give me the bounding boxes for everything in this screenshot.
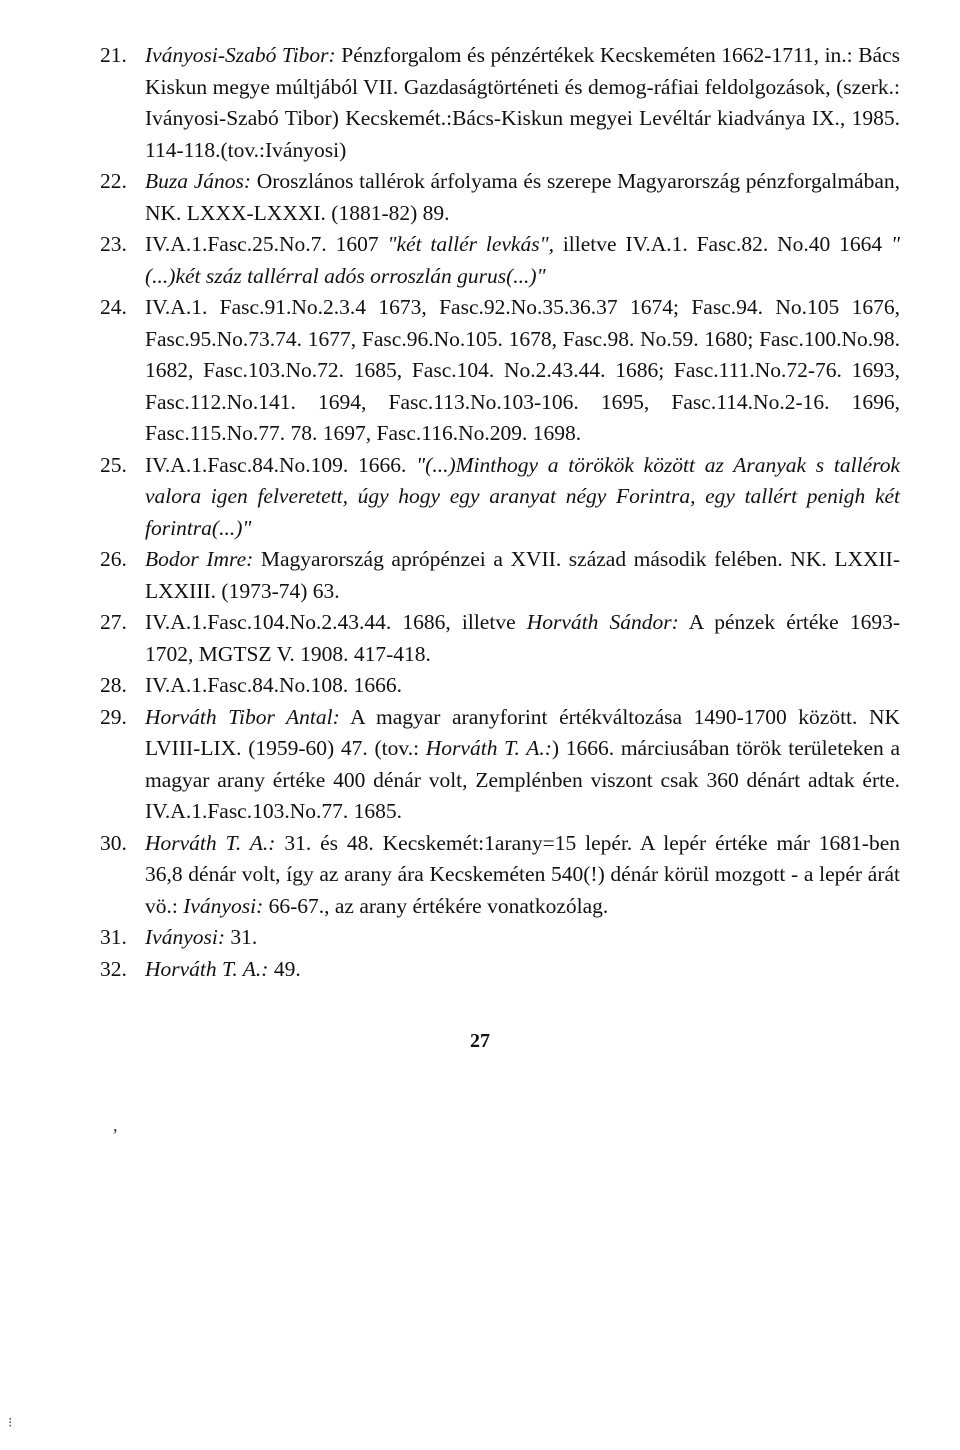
footnote-item <box>100 166 900 229</box>
footnote-text <box>145 828 900 923</box>
footnote-italic-segment: "két tallér levkás", <box>387 232 554 256</box>
footnote-italic-segment: Buza János: <box>145 169 252 193</box>
footnote-item <box>100 40 900 166</box>
footnote-italic-segment: Bodor Imre: <box>145 547 254 571</box>
footnote-item <box>100 828 900 923</box>
footnote-italic-segment: Horváth T. A.: <box>425 736 552 760</box>
footnote-italic-segment: Horváth Tibor Antal: <box>145 704 340 729</box>
footnote-number: 26. <box>100 547 127 571</box>
footnote-number: 32. <box>100 956 127 981</box>
corner-mark: ⁝ <box>8 1416 13 1431</box>
footnote-text-segment: Magyarország aprópénzei a XVII. század második felében. NK. LXXII-LXXIII. (1973-74) 63. <box>145 547 900 603</box>
footnote-text <box>145 670 900 702</box>
footnote-number: 25. <box>100 452 127 477</box>
footnote-number: 30. <box>100 830 127 855</box>
footnote-text-segment: A pénzek értéke 1693-1702, MGTSZ V. 1908. 417-418. <box>145 610 900 666</box>
footnote-number: 29. <box>100 704 127 729</box>
footnote-text-segment: Oroszlános tallérok árfolyama és szerepe Magyarország pénzforgalmában, NK. LXXX-LXXXI. (1881-82) 89. <box>145 169 900 225</box>
footnote-text-segment: 31. <box>225 925 258 949</box>
footnote-item <box>100 229 900 292</box>
footnote-text <box>145 292 900 450</box>
footnote-item <box>100 954 900 986</box>
footnote-item <box>100 702 900 828</box>
footnote-text-segment: IV.A.1.Fasc.104.No.2.43.44. 1686, illetve <box>145 610 527 634</box>
footnote-item <box>100 607 900 670</box>
footnote-text <box>145 166 900 229</box>
footnote-text-segment: ) 1666. márciusában török területeken a magyar arany értéke 400 dénár volt, Zemplénben viszont csak 360 dénárt adtak érte. IV.A.1.Fasc.103.No.77. 1685. <box>145 736 900 823</box>
footnote-text <box>145 954 900 986</box>
footnote-italic-segment: "(...)Minthogy a törökök között az Aranyak s tallérok valora igen felveretett, úgy hogy egy aranyat négy Forintra, egy tallért penigh két forintra(...)" <box>145 452 900 540</box>
footnote-text <box>145 607 900 670</box>
footnote-italic-segment: Horváth T. A.: <box>145 956 269 981</box>
footnote-text-segment: IV.A.1. Fasc.91.No.2.3.4 1673, Fasc.92.No.35.36.37 1674; Fasc.94. No.105 1676, Fasc.95.No.73.74. 1677, Fasc.96.No.105. 1678, Fasc.98. No.59. 1680; Fasc.100.No.98. 1682, Fasc.103.No.72. 1685, Fasc.104. No.2.43.44. 1686; Fasc.111.No.72-76. 1693, Fasc.112.No.141. 1694, Fasc.113.No.103-106. 1695, Fasc.114.No.2-16. 1696, Fasc.115.No.77. 78. 1697, Fasc.116.No.209. 1698. <box>145 295 900 445</box>
footnote-number: 27. <box>100 610 127 634</box>
footnote-list <box>100 40 900 985</box>
footnote-item <box>100 544 900 607</box>
footnote-italic-segment: Iványosi: <box>145 925 225 949</box>
footnote-text <box>145 229 900 292</box>
footnote-number: 31. <box>100 925 127 949</box>
footnote-item <box>100 670 900 702</box>
footnote-italic-segment: "(...)két száz tallérral adós orroszlán gurus(...)" <box>145 232 900 288</box>
footnote-text <box>145 702 900 828</box>
footnote-italic-segment: Iványosi-Szabó Tibor: <box>145 43 336 67</box>
footnote-item <box>100 292 900 450</box>
footnote-text-segment: IV.A.1.Fasc.84.No.109. 1666. <box>145 452 417 477</box>
footnote-text <box>145 922 900 954</box>
footnote-text-segment: Pénzforgalom és pénzértékek Kecskeméten 1662-1711, in.: Bács Kiskun megye múltjából VII. Gazdaságtörténeti és demog-ráfiai feldolgozások, (szerk.: Iványosi-Szabó Tibor) Kecskemét.:Bács-Kiskun megyei Levéltár kiadványa IX., 1985. 114-118.(tov.:Iványosi) <box>145 43 901 162</box>
footnote-text <box>145 450 900 545</box>
footnote-text <box>145 544 900 607</box>
footnote-italic-segment: Horváth Sándor: <box>526 610 679 634</box>
footnote-number: 24. <box>100 295 127 319</box>
footnote-text-segment: 49. <box>268 956 301 981</box>
footnote-text-segment: IV.A.1.Fasc.25.No.7. 1607 <box>145 232 388 256</box>
footnote-italic-segment: Iványosi: <box>183 893 264 918</box>
page-number: 27 <box>470 1030 490 1052</box>
footnote-italic-segment: Horváth T. A.: <box>145 830 276 855</box>
footnote-number: 28. <box>100 673 127 697</box>
footnote-text-segment: A magyar aranyforint értékváltozása 1490-1700 között. NK LVIII-LIX. (1959-60) 47. (tov.: <box>145 704 901 760</box>
footnote-number: 23. <box>100 232 127 256</box>
footnote-text-segment: IV.A.1.Fasc.84.No.108. 1666. <box>145 673 403 697</box>
footnote-text <box>145 40 900 166</box>
footnote-item <box>100 922 900 954</box>
footnote-text-segment: illetve IV.A.1. Fasc.82. No.40 1664 <box>553 232 891 256</box>
footnote-text-segment: 31. és 48. Kecskemét:1arany=15 lepér. A lepér értéke már 1681-ben 36,8 dénár volt, így az arany ára Kecskeméten 540(!) dénár körül mozgott - a lepér árát vö.: <box>145 830 900 918</box>
footnote-text-segment: 66-67., az arany értékére vonatkozólag. <box>263 893 609 918</box>
footnote-item <box>100 450 900 545</box>
margin-mark: , <box>113 1115 118 1135</box>
footnote-number: 22. <box>100 169 127 193</box>
footnote-number: 21. <box>100 43 127 67</box>
